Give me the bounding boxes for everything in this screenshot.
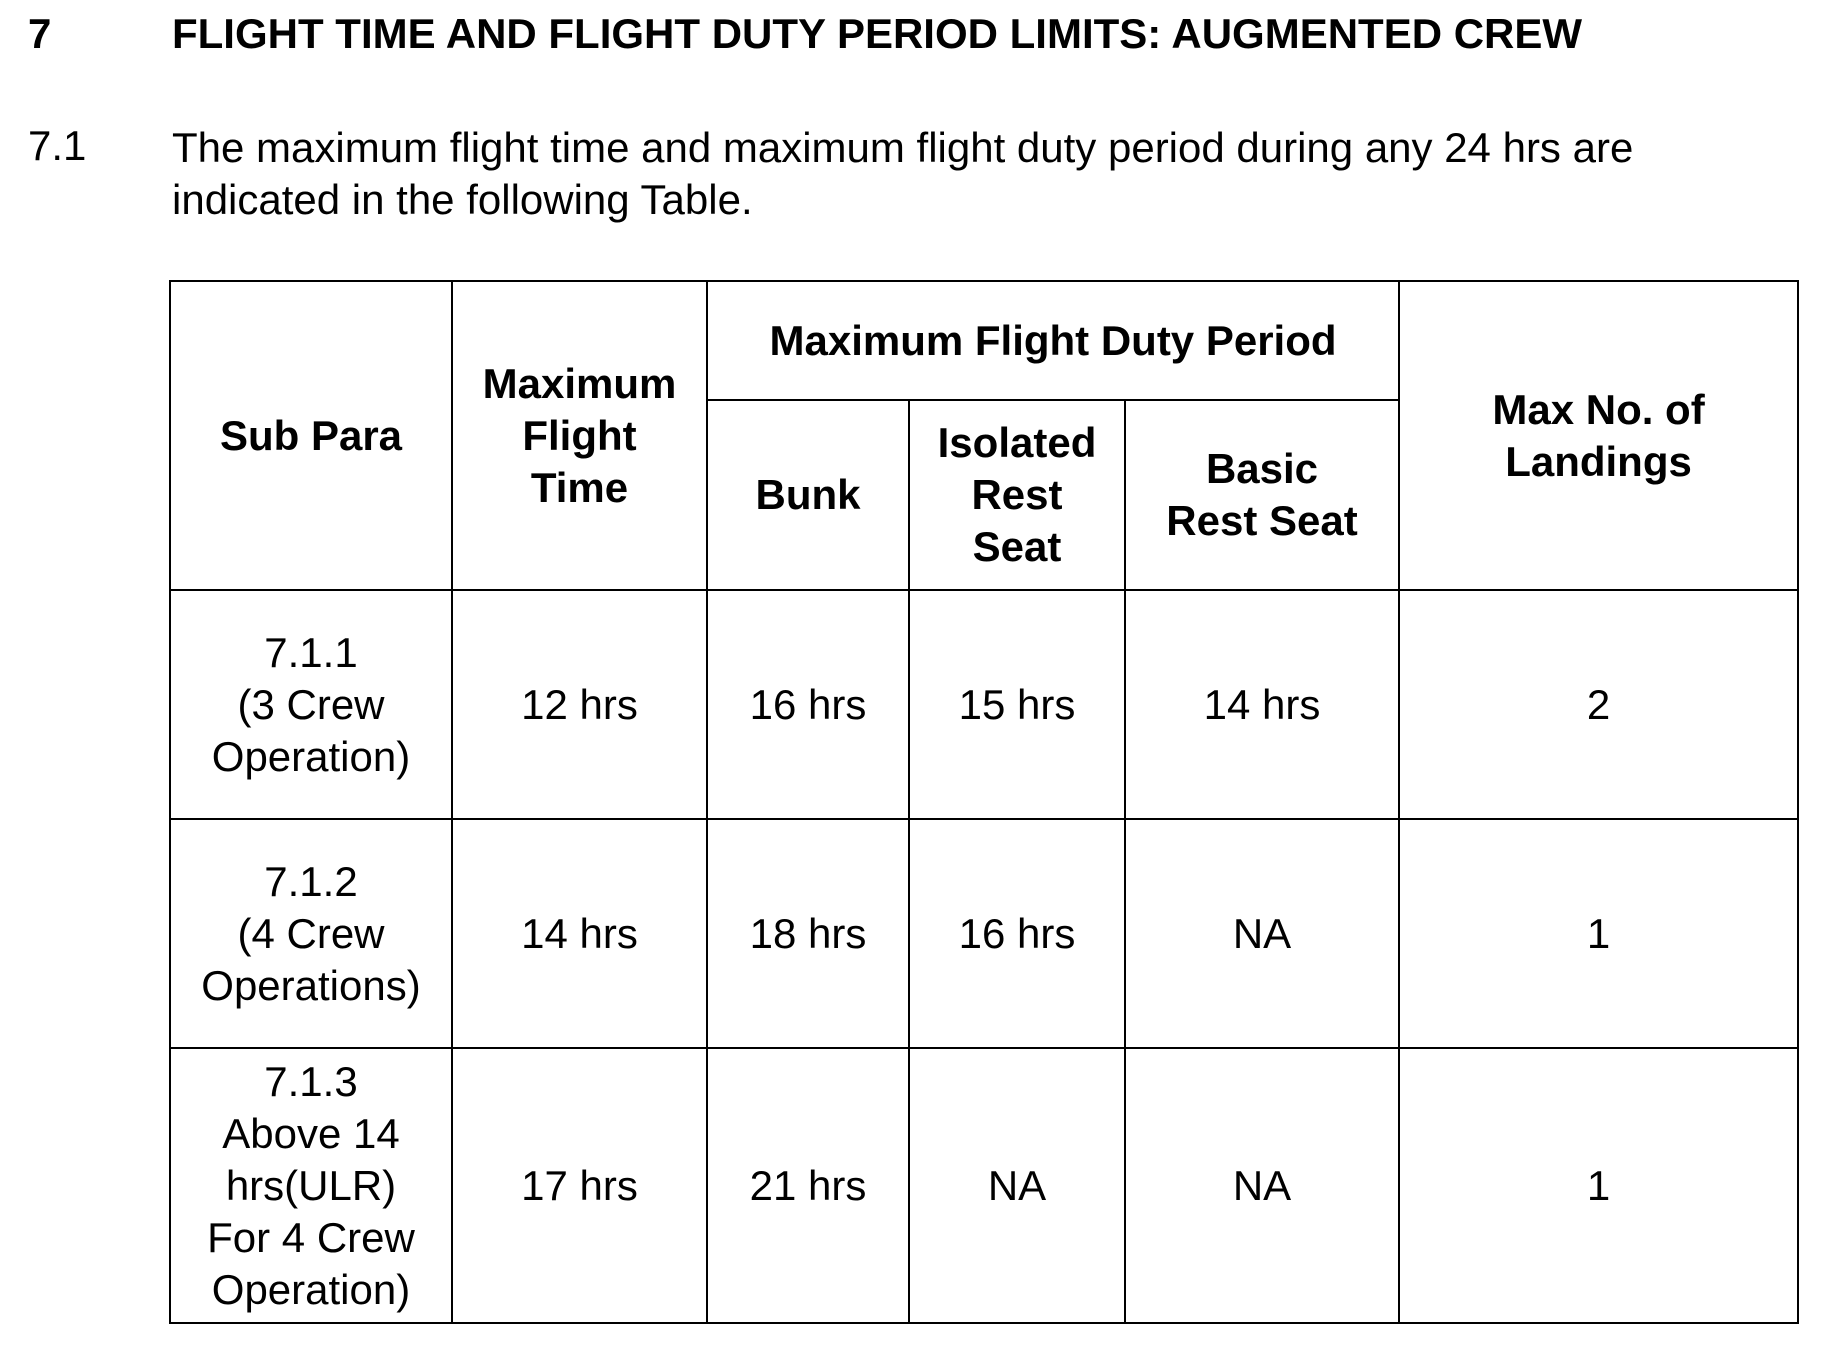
table-row [170,819,1798,1048]
cell-max-landings: 2 [1399,590,1798,819]
flight-limits-table [169,280,1799,1324]
cell-max-landings: 1 [1399,1048,1798,1323]
header-sub-para: Sub Para [170,281,452,590]
section-title: FLIGHT TIME AND FLIGHT DUTY PERIOD LIMITS: AUGMENTED CREW [172,10,1583,57]
cell-max-flight-time: 17 hrs [452,1048,707,1323]
header-bunk: Bunk [707,400,909,590]
cell-basic-rest-seat: NA [1125,819,1399,1048]
cell-sub-para: 7.1.2 (4 Crew Operations) [170,819,452,1048]
paragraph-number: 7.1 [28,122,87,169]
cell-isolated-rest-seat: 15 hrs [909,590,1125,819]
cell-max-flight-time: 14 hrs [452,819,707,1048]
cell-bunk: 16 hrs [707,590,909,819]
header-isolated-rest-seat: Isolated Rest Seat [909,400,1125,590]
cell-basic-rest-seat: 14 hrs [1125,590,1399,819]
cell-max-flight-time: 12 hrs [452,590,707,819]
header-max-fdp: Maximum Flight Duty Period [707,281,1399,400]
header-max-landings: Max No. of Landings [1399,281,1798,590]
header-row-1 [170,281,1798,400]
cell-sub-para: 7.1.1 (3 Crew Operation) [170,590,452,819]
table-row [170,1048,1798,1323]
cell-bunk: 21 hrs [707,1048,909,1323]
table-row [170,590,1798,819]
cell-basic-rest-seat: NA [1125,1048,1399,1323]
cell-sub-para: 7.1.3 Above 14 hrs(ULR) For 4 Crew Operation) [170,1048,452,1323]
header-max-flight-time: Maximum Flight Time [452,281,707,590]
header-basic-rest-seat: Basic Rest Seat [1125,400,1399,590]
paragraph-text: The maximum flight time and maximum flight duty period during any 24 hrs are indicated in the following Table. [172,124,1634,223]
cell-bunk: 18 hrs [707,819,909,1048]
cell-max-landings: 1 [1399,819,1798,1048]
cell-isolated-rest-seat: 16 hrs [909,819,1125,1048]
section-number: 7 [28,10,52,57]
cell-isolated-rest-seat: NA [909,1048,1125,1323]
